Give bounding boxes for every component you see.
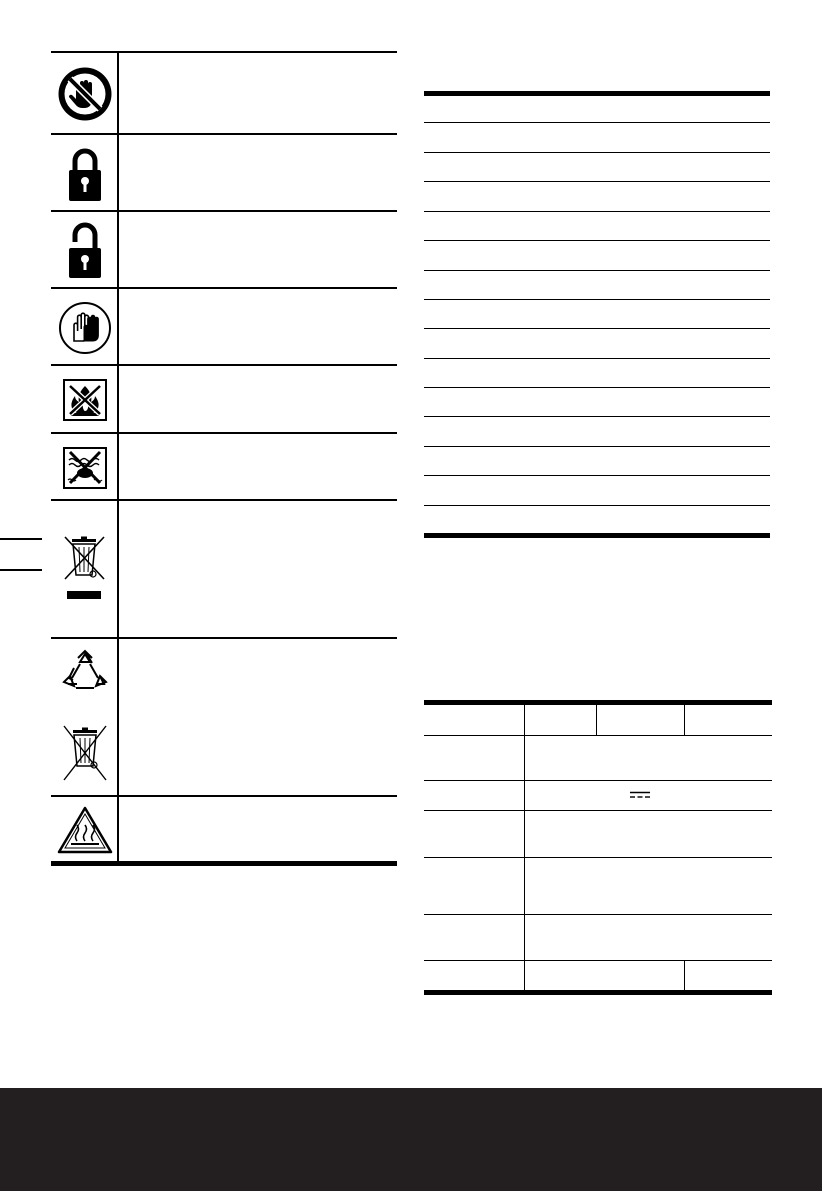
parts-list-row-rule bbox=[424, 505, 770, 506]
parts-list-row-rule bbox=[424, 358, 770, 359]
parts-list-row-rule bbox=[424, 328, 770, 329]
padlock-locked-icon bbox=[51, 135, 118, 212]
technical-data-row-rule bbox=[424, 857, 772, 858]
parts-list-bottom-rule bbox=[424, 533, 770, 538]
symbol-row bbox=[51, 133, 397, 212]
technical-data-bottom-rule bbox=[424, 990, 772, 995]
parts-list-row-rule bbox=[424, 299, 770, 300]
symbols-table-divider bbox=[117, 52, 119, 862]
parts-list-row-rule bbox=[424, 211, 770, 212]
margin-tab-bottom-rule bbox=[0, 569, 42, 571]
parts-list-row-rule bbox=[424, 240, 770, 241]
symbol-row bbox=[51, 795, 397, 863]
symbols-table-bottom-rule bbox=[51, 861, 397, 866]
do-not-touch-hand-icon bbox=[51, 53, 118, 135]
parts-list-row-rule bbox=[424, 181, 770, 182]
padlock-unlocked-icon bbox=[51, 212, 118, 289]
technical-data-column-rule bbox=[684, 703, 685, 736]
symbol-row bbox=[51, 637, 397, 797]
margin-tab-top-rule bbox=[0, 538, 42, 540]
weee-crossed-bin-icon bbox=[51, 501, 118, 639]
technical-data-row-rule bbox=[424, 914, 772, 915]
page-footer-band bbox=[0, 1088, 822, 1191]
symbols-table bbox=[51, 51, 397, 866]
technical-data-row-rule bbox=[424, 960, 772, 961]
technical-data-row-rule bbox=[424, 735, 772, 736]
direct-current-icon bbox=[630, 791, 650, 799]
parts-list-row-rule bbox=[424, 152, 770, 153]
symbol-row bbox=[51, 364, 397, 434]
parts-list-row-rule bbox=[424, 416, 770, 417]
wear-gloves-icon bbox=[51, 289, 118, 366]
symbol-row bbox=[51, 432, 397, 501]
do-not-burn-icon bbox=[51, 366, 118, 434]
technical-data-column-rule bbox=[684, 960, 685, 990]
parts-list-row-rule bbox=[424, 446, 770, 447]
symbol-row bbox=[51, 210, 397, 289]
recycle-and-crossed-bin-icon bbox=[51, 639, 118, 797]
hot-surface-warning-icon bbox=[51, 797, 118, 863]
symbol-row bbox=[51, 499, 397, 639]
symbol-row bbox=[51, 51, 397, 135]
technical-data-row-rule bbox=[424, 780, 772, 781]
symbol-row bbox=[51, 287, 397, 366]
technical-data-column-rule bbox=[524, 703, 525, 990]
parts-list-row-rule bbox=[424, 270, 770, 271]
parts-list-row-rule bbox=[424, 475, 770, 476]
parts-list-row-rule bbox=[424, 387, 770, 388]
parts-list-row-rule bbox=[424, 122, 770, 123]
parts-list-top-rule bbox=[424, 91, 770, 96]
technical-data-row-rule bbox=[424, 810, 772, 811]
do-not-immerse-in-water-icon bbox=[51, 434, 118, 501]
technical-data-column-rule bbox=[596, 703, 597, 736]
technical-data-top-rule bbox=[424, 700, 772, 705]
